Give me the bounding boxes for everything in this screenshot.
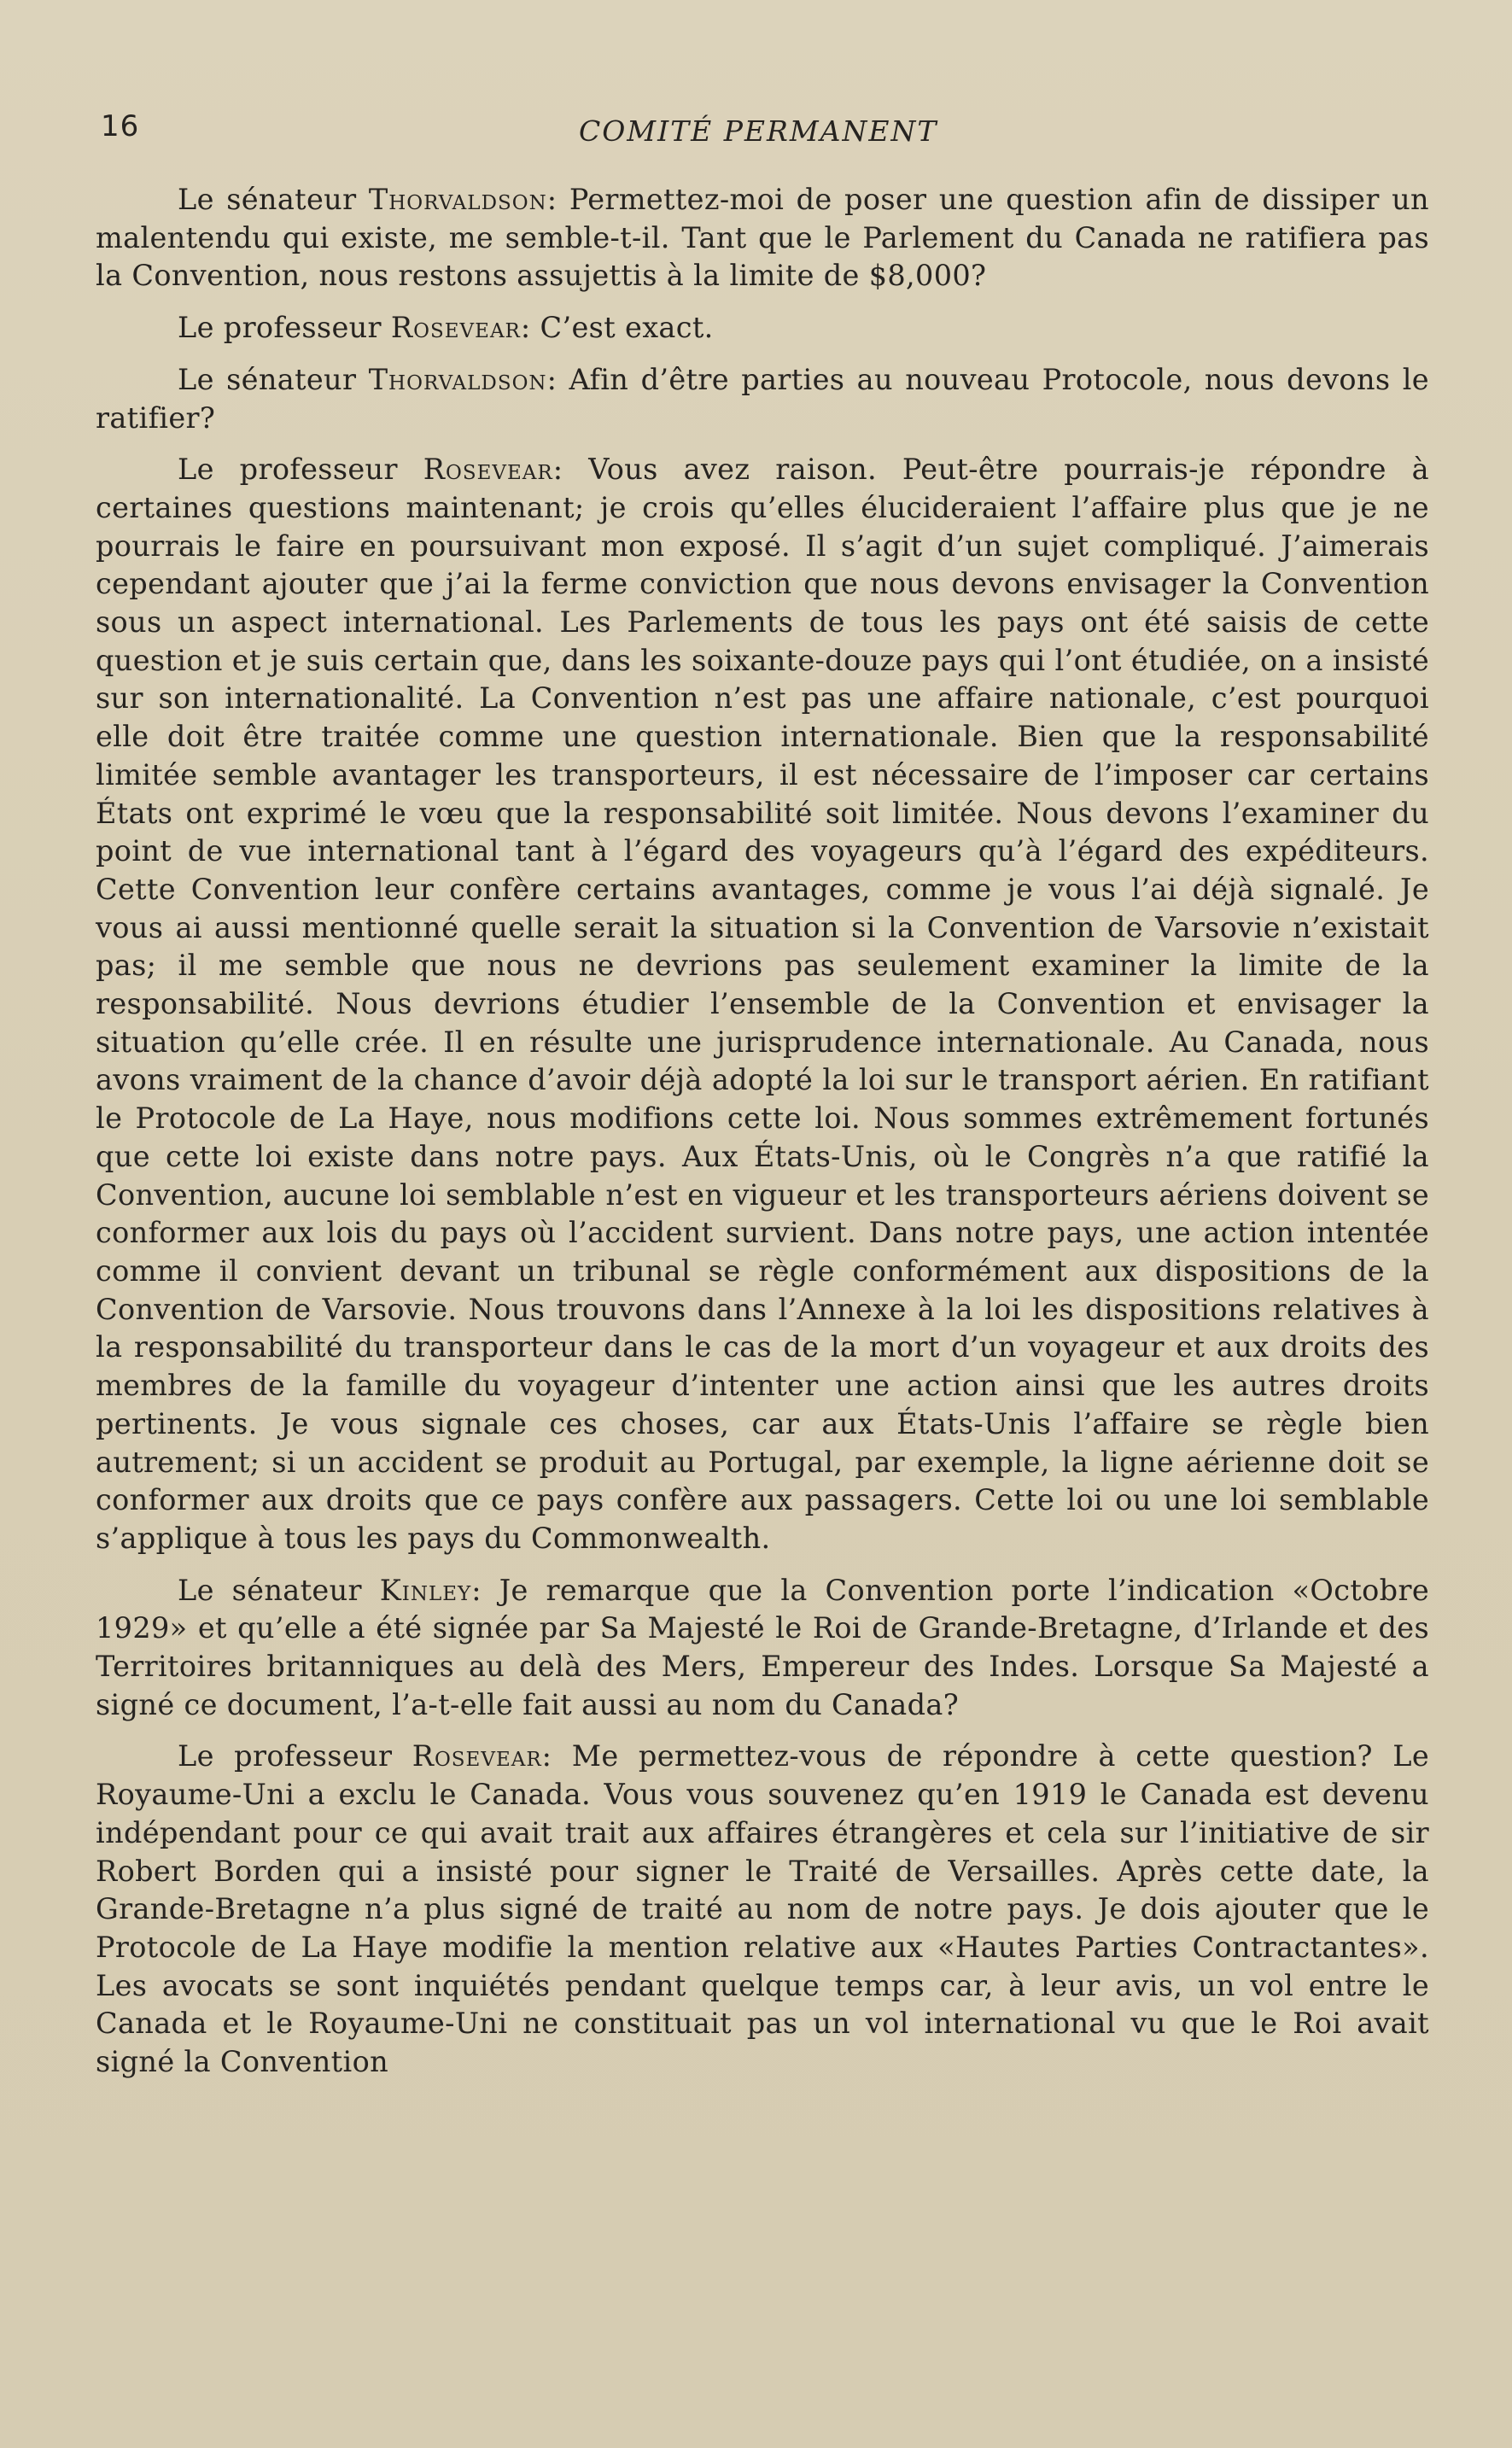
speaker-name: Kinley: [379, 1573, 472, 1607]
paragraph: [96, 1738, 1429, 2081]
speaker-name: Rosevear: [412, 1739, 542, 1773]
paragraph-text: : Je remarque que la Convention porte l’indication «Octobre 1929» et qu’elle a été signée par Sa Majesté le Roi de Grande-Bretagne, d’Irlande et des Territoires britanniques au delà des Mers, Empereur des Indes. Lorsque Sa Majesté a signé ce document, l’a-t-elle fait aussi au nom du Canada?: [96, 1573, 1429, 1721]
paragraph-text: : Vous avez raison. Peut-être pourrais-je répondre à certaines questions maintenant; je crois qu’elles élucideraient l’affaire plus que je ne pourrais le faire en poursuivant mon exposé. Il s’agit d’un sujet compliqué. J’aimerais cependant ajouter que j’ai la ferme conviction que nous devons envisager la Convention sous un aspect international. Les Parlements de tous les pays ont été saisis de cette question et je suis certain que, dans les soixante-douze pays qui l’ont étudiée, on a insisté sur son internationalité. La Convention n’est pas une affaire nationale, c’est pourquoi elle doit être traitée comme une question internationale. Bien que la responsabilité limitée semble avantager les transporteurs, il est nécessaire de l’imposer car certains États ont exprimé le vœu que la responsabilité soit limitée. Nous devons l’examiner du point de vue international tant à l’égard des voyageurs qu’à l’égard des expéditeurs. Cette Convention leur confère certains avantages, comme je vous l’ai déjà signalé. Je vous ai aussi mentionné quelle serait la situation si la Convention de Varsovie n’existait pas; il me semble que nous ne devrions pas seulement examiner la limite de la responsabilité. Nous devrions étudier l’ensemble de la Convention et envisager la situation qu’elle crée. Il en résulte une jurisprudence internationale. Au Canada, nous avons vraiment de la chance d’avoir déjà adopté la loi sur le transport aérien. En ratifiant le Protocole de La Haye, nous modifions cette loi. Nous sommes extrêmement fortunés que cette loi existe dans notre pays. Aux États-Unis, où le Congrès n’a que ratifié la Convention, aucune loi semblable n’est en vigueur et les transporteurs aériens doivent se conformer aux lois du pays où l’accident survient. Dans notre pays, une action intentée comme il convient devant un tribunal se règle conformément aux dispositions de la Convention de Varsovie. Nous trouvons dans l’Annexe à la loi les dispositions relatives à la responsabilité du transporteur dans le cas de la mort d’un voyageur et aux droits des membres de la famille du voyageur d’intenter une action ainsi que les autres droits pertinents. Je vous signale ces choses, car aux États-Unis l’affaire se règle bien autrement; si un accident se produit au Portugal, par exemple, la ligne aérienne doit se conformer aux droits que ce pays confère aux passagers. Cette loi ou une loi semblable s’applique à tous les pays du Commonwealth.: [96, 453, 1429, 1555]
paragraph-prefix: Le professeur: [178, 311, 391, 345]
paragraph-text: : C’est exact.: [520, 311, 714, 345]
body-text: [96, 181, 1429, 2095]
page-number: 16: [101, 109, 140, 143]
paragraph: [96, 181, 1429, 295]
paragraph: [96, 309, 1429, 348]
paragraph-prefix: Le sénateur: [178, 362, 369, 396]
speaker-name: Thorvaldson: [368, 362, 547, 396]
paragraph-text: : Permettez-moi de poser une question afin de dissiper un malentendu qui existe, me semble-t-il. Tant que le Parlement du Canada ne ratifiera pas la Convention, nous restons assujettis à la limite de $8,000?: [96, 183, 1429, 293]
paragraph-text: : Me permettez-vous de répondre à cette question? Le Royaume-Uni a exclu le Canada. Vous vous souvenez qu’en 1919 le Canada est devenu indépendant pour ce qui avait trait aux affaires étrangères et cela sur l’initiative de sir Robert Borden qui a insisté pour signer le Traité de Versailles. Après cette date, la Grande-Bretagne n’a plus signé de traité au nom de notre pays. Je dois ajouter que le Protocole de La Haye modifie la mention relative aux «Hautes Parties Contractantes». Les avocats se sont inquiétés pendant quelque temps car, à leur avis, un vol entre le Canada et le Royaume-Uni ne constituait pas un vol international vu que le Roi avait signé la Convention: [96, 1739, 1429, 2079]
paragraph: [96, 1572, 1429, 1725]
running-title: COMITÉ PERMANENT: [579, 114, 938, 148]
paragraph: [96, 451, 1429, 1557]
speaker-name: Thorvaldson: [368, 183, 547, 216]
paragraph-prefix: Le sénateur: [178, 1573, 380, 1607]
paragraph-prefix: Le professeur: [178, 1739, 412, 1773]
speaker-name: Rosevear: [423, 453, 553, 487]
paragraph-text: : Afin d’être parties au nouveau Protocole, nous devons le ratifier?: [96, 362, 1429, 435]
paragraph-prefix: Le sénateur: [178, 183, 369, 216]
paragraph: [96, 361, 1429, 437]
paragraph-prefix: Le professeur: [178, 453, 423, 487]
speaker-name: Rosevear: [390, 311, 521, 345]
page-header: [101, 109, 1433, 152]
